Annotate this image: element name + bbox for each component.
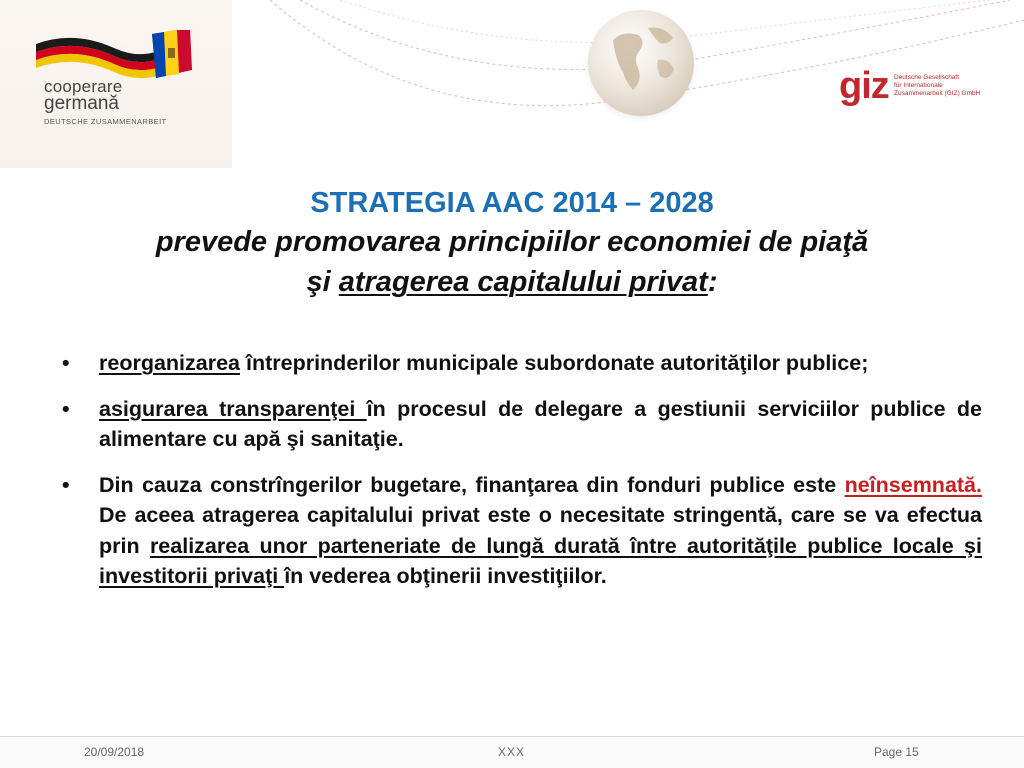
cooperare-germana-logo bbox=[0, 0, 232, 168]
bullet-1-text: întreprinderilor municipale subordonate autorităţilor publice; bbox=[240, 351, 869, 375]
giz-logo: giz bbox=[839, 65, 889, 107]
subtitle-underlined: atragerea capitalului privat bbox=[338, 266, 708, 298]
subtitle-line-1: prevede promovarea principiilor economiei de piaţă bbox=[155, 226, 869, 258]
footer-page-number: Page 15 bbox=[874, 745, 919, 759]
bullet-item bbox=[62, 470, 982, 592]
footer-center: XXX bbox=[498, 745, 526, 759]
bullet-item bbox=[62, 394, 982, 455]
subtitle-line-2 bbox=[0, 262, 1024, 302]
bullet-icon: • bbox=[62, 351, 70, 375]
bullet-2-underlined: asigurarea transparenţei bbox=[99, 396, 367, 421]
logo-text-germana: germană bbox=[44, 93, 119, 114]
bullet-list bbox=[62, 348, 982, 607]
logo-text-cooperare: cooperare bbox=[44, 77, 123, 96]
giz-text-line: Deutsche Gesellschaft bbox=[894, 74, 960, 81]
bullet-3-underlined: realizarea unor parteneriate de lungă durată între autorităţile publice locale şi investitorii privaţi bbox=[99, 533, 982, 588]
subtitle-prefix: şi bbox=[306, 266, 339, 298]
bullet-1-underlined: reorganizarea bbox=[99, 351, 241, 375]
slide-footer bbox=[0, 736, 1024, 768]
bullet-item bbox=[62, 348, 982, 379]
logo-text-deutsche: DEUTSCHE ZUSAMMENARBEIT bbox=[44, 117, 167, 126]
bullet-3-part3: în vederea obţinerii investiţiilor. bbox=[284, 564, 607, 588]
title-main: STRATEGIA AAC 2014 – 2028 bbox=[310, 187, 714, 219]
giz-text-line: für Internationale bbox=[894, 82, 943, 89]
footer-date: 20/09/2018 bbox=[84, 745, 145, 759]
bullet-icon: • bbox=[62, 472, 70, 497]
bullet-3-part1: Din cauza constrîngerilor bugetare, finanţarea din fonduri publice este bbox=[99, 472, 845, 497]
subtitle-suffix: : bbox=[707, 266, 718, 298]
bullet-icon: • bbox=[62, 396, 70, 421]
globe-image bbox=[588, 10, 694, 116]
bullet-3-part2: De aceea atragerea capitalului privat este o necesitate stringentă, care se va efectua prin bbox=[99, 503, 982, 558]
bullet-2-text: în procesul de delegare a gestiunii serviciilor publice de alimentare cu apă şi sanitaţie. bbox=[99, 396, 982, 451]
giz-text-line: Zusammenarbeit (GIZ) GmbH bbox=[894, 90, 981, 97]
giz-logo-text bbox=[894, 74, 980, 98]
slide-title bbox=[0, 184, 1024, 302]
bullet-3-red-underlined: neînsemnată. bbox=[844, 472, 982, 497]
